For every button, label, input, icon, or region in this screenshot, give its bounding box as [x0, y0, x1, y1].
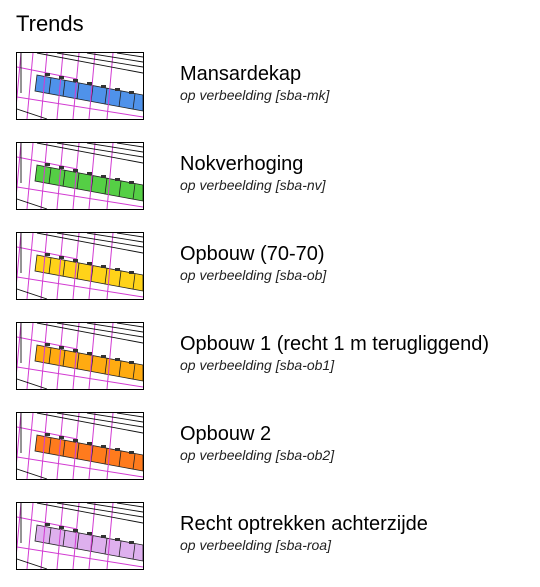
- map-parcel-lilac-icon: [16, 502, 144, 570]
- legend-item-text: [180, 242, 326, 284]
- legend-item-subtitle: op verbeelding [sba-ob]: [180, 267, 327, 283]
- legend-item-name: Opbouw (70-70): [180, 243, 325, 265]
- legend-item: [16, 502, 531, 570]
- legend-item-name: Nokverhoging: [180, 153, 304, 175]
- map-parcel-dark-orange-icon: [16, 412, 144, 480]
- map-parcel-orange-icon: [16, 322, 144, 390]
- legend-item-text: [180, 332, 489, 374]
- map-parcel-blue-icon: [16, 52, 144, 120]
- legend-item: [16, 322, 531, 390]
- legend-item-text: [180, 422, 334, 464]
- map-parcel-yellow-icon: [16, 232, 144, 300]
- legend-item: [16, 52, 531, 120]
- legend-item-subtitle: op verbeelding [sba-mk]: [180, 87, 330, 103]
- legend-item-name: Mansardekap: [180, 63, 302, 85]
- legend-item-text: [180, 512, 428, 554]
- legend-item-subtitle: op verbeelding [sba-ob2]: [180, 447, 335, 463]
- legend-item: [16, 142, 531, 210]
- legend-item-name: Opbouw 1 (recht 1 m terugliggend): [180, 333, 490, 355]
- legend-item: [16, 412, 531, 480]
- legend-item-name: Opbouw 2: [180, 423, 272, 445]
- legend-item-subtitle: op verbeelding [sba-nv]: [180, 177, 326, 193]
- legend-item-text: [180, 152, 326, 194]
- legend-item-text: [180, 62, 329, 104]
- page-title: Trends: [16, 11, 84, 36]
- legend-item-subtitle: op verbeelding [sba-ob1]: [180, 357, 335, 373]
- map-parcel-green-icon: [16, 142, 144, 210]
- legend-item: [16, 232, 531, 300]
- legend-item-subtitle: op verbeelding [sba-roa]: [180, 537, 331, 553]
- legend-item-name: Recht optrekken achterzijde: [180, 513, 428, 535]
